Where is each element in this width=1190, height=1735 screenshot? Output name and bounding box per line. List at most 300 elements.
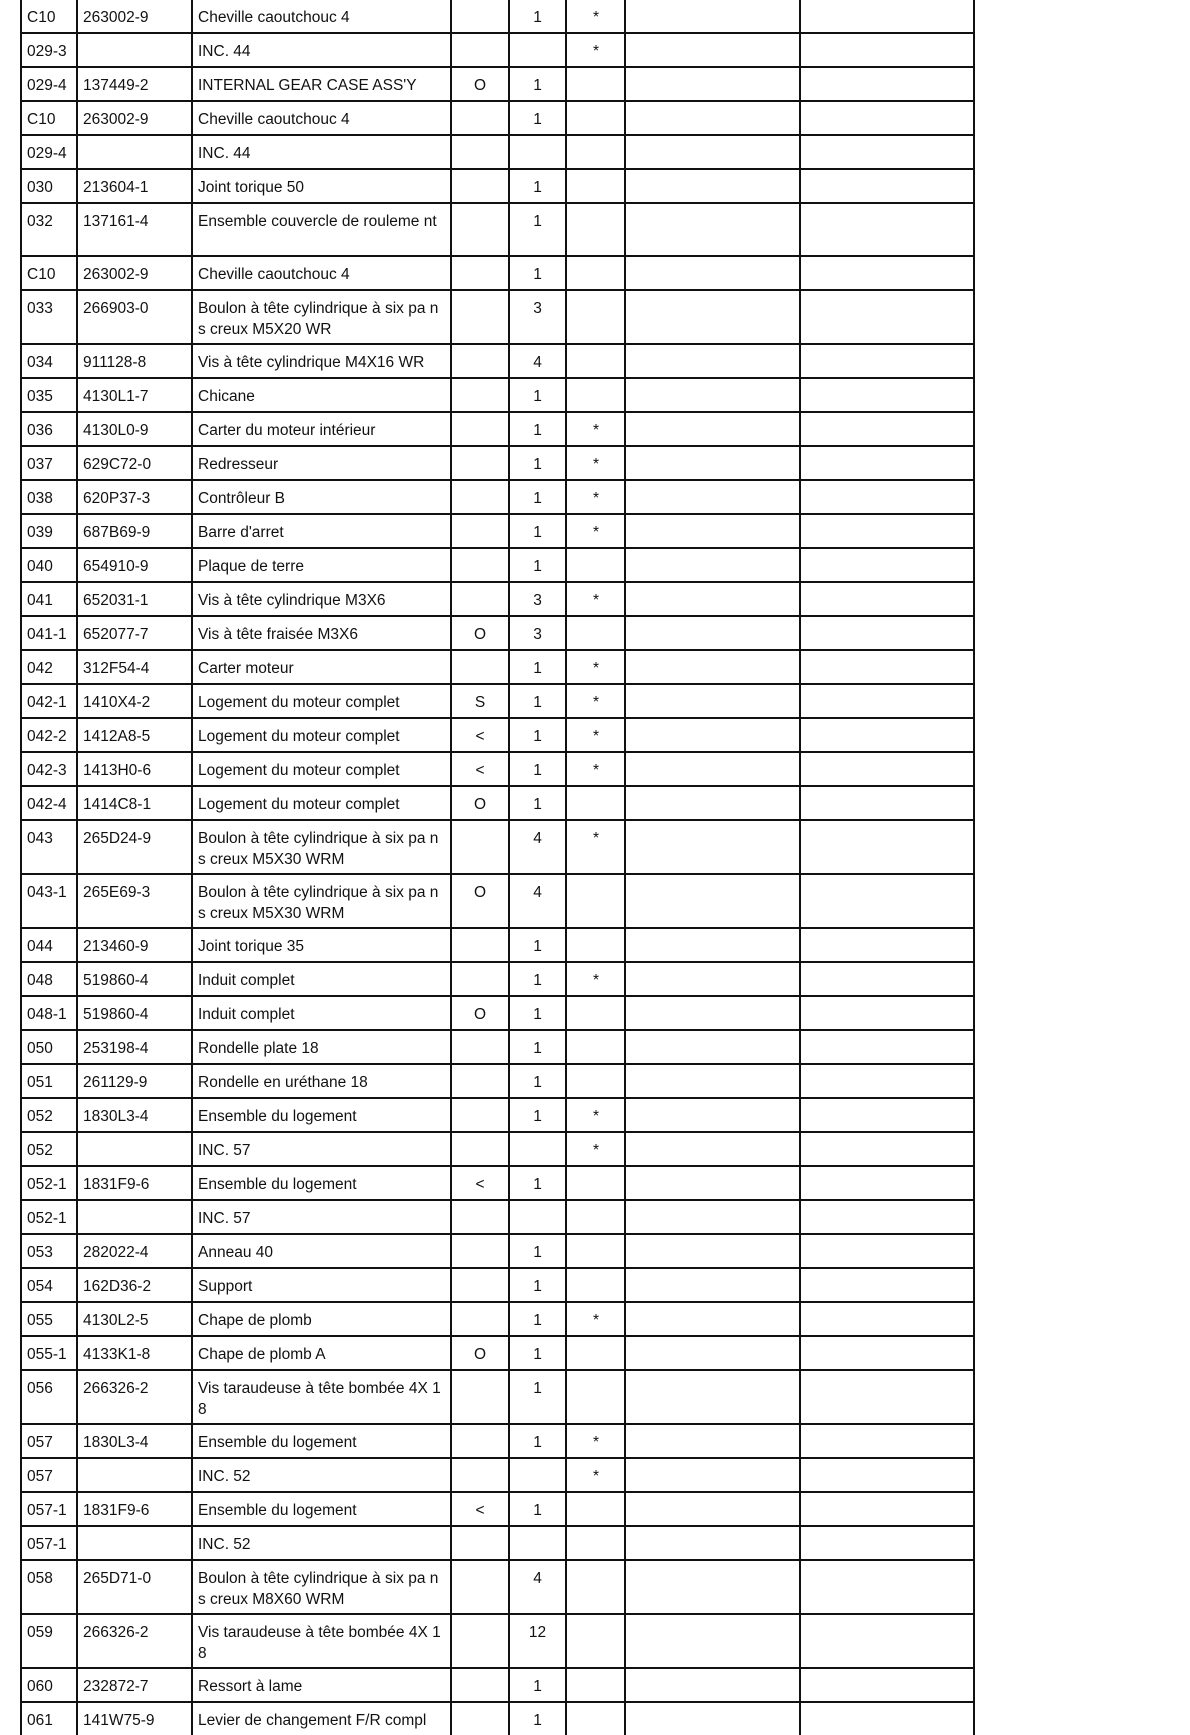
table-row [21,820,974,874]
cell-description: Vis à tête cylindrique M3X6 [192,582,451,616]
table-row [21,928,974,962]
cell-blank-1 [625,412,800,446]
cell-note: * [566,514,625,548]
cell-quantity: 12 [509,1614,566,1668]
cell-part-number: 1412A8-5 [77,718,192,752]
cell-code [451,480,509,514]
cell-code: O [451,874,509,928]
table-row [21,446,974,480]
cell-description: Chicane [192,378,451,412]
cell-blank-1 [625,786,800,820]
cell-part-number: 519860-4 [77,962,192,996]
cell-quantity: 3 [509,290,566,344]
cell-note [566,874,625,928]
table-row [21,786,974,820]
cell-item-number: 039 [21,514,77,548]
cell-blank-1 [625,1702,800,1735]
cell-quantity [509,1132,566,1166]
cell-note: * [566,480,625,514]
cell-part-number: 263002-9 [77,256,192,290]
cell-blank-2 [800,1424,974,1458]
cell-code [451,169,509,203]
cell-item-number: 030 [21,169,77,203]
cell-code [451,256,509,290]
cell-blank-2 [800,0,974,33]
cell-item-number: 029-4 [21,135,77,169]
cell-quantity: 1 [509,412,566,446]
cell-blank-1 [625,378,800,412]
cell-part-number: 162D36-2 [77,1268,192,1302]
table-row [21,344,974,378]
cell-part-number: 141W75-9 [77,1702,192,1735]
cell-note: * [566,446,625,480]
table-row [21,1336,974,1370]
cell-part-number: 263002-9 [77,101,192,135]
cell-item-number: 058 [21,1560,77,1614]
cell-blank-2 [800,718,974,752]
cell-blank-1 [625,1030,800,1064]
cell-part-number: 261129-9 [77,1064,192,1098]
cell-part-number: 213604-1 [77,169,192,203]
cell-blank-2 [800,290,974,344]
cell-code [451,135,509,169]
cell-blank-2 [800,378,974,412]
cell-blank-2 [800,514,974,548]
cell-item-number: 055 [21,1302,77,1336]
cell-code [451,928,509,962]
cell-blank-2 [800,1702,974,1735]
cell-blank-1 [625,684,800,718]
table-row [21,616,974,650]
cell-item-number: 038 [21,480,77,514]
cell-item-number: 043 [21,820,77,874]
cell-description: Vis à tête fraisée M3X6 [192,616,451,650]
parts-table [20,0,975,1735]
table-row [21,1560,974,1614]
cell-note [566,256,625,290]
cell-item-number: 041 [21,582,77,616]
cell-part-number: 265D71-0 [77,1560,192,1614]
cell-quantity: 1 [509,169,566,203]
cell-description: Logement du moteur complet [192,786,451,820]
cell-note: * [566,412,625,446]
table-row [21,684,974,718]
cell-blank-1 [625,1370,800,1424]
cell-code [451,1614,509,1668]
cell-blank-2 [800,1064,974,1098]
cell-part-number: 266903-0 [77,290,192,344]
cell-blank-1 [625,514,800,548]
cell-description: Carter moteur [192,650,451,684]
cell-note: * [566,33,625,67]
cell-description: INC. 52 [192,1458,451,1492]
table-row [21,1492,974,1526]
cell-part-number: 253198-4 [77,1030,192,1064]
table-row [21,101,974,135]
cell-description: Ensemble du logement [192,1424,451,1458]
cell-note: * [566,650,625,684]
cell-part-number: 1830L3-4 [77,1424,192,1458]
cell-part-number: 266326-2 [77,1614,192,1668]
cell-note: * [566,0,625,33]
cell-blank-1 [625,718,800,752]
cell-quantity: 4 [509,344,566,378]
cell-quantity: 1 [509,962,566,996]
cell-quantity: 1 [509,1234,566,1268]
cell-description: Induit complet [192,962,451,996]
cell-note [566,344,625,378]
cell-item-number: 052 [21,1098,77,1132]
cell-blank-2 [800,169,974,203]
cell-item-number: 032 [21,203,77,256]
cell-quantity [509,1458,566,1492]
cell-quantity: 1 [509,1064,566,1098]
table-row [21,290,974,344]
cell-code [451,378,509,412]
cell-note [566,378,625,412]
cell-part-number: 1410X4-2 [77,684,192,718]
cell-note [566,1336,625,1370]
cell-blank-1 [625,582,800,616]
cell-blank-2 [800,786,974,820]
cell-part-number: 1830L3-4 [77,1098,192,1132]
cell-blank-2 [800,412,974,446]
cell-blank-1 [625,928,800,962]
cell-note [566,996,625,1030]
cell-blank-1 [625,203,800,256]
cell-part-number: 232872-7 [77,1668,192,1702]
cell-blank-1 [625,1526,800,1560]
table-row [21,1614,974,1668]
cell-code: O [451,996,509,1030]
cell-item-number: 048-1 [21,996,77,1030]
cell-code: O [451,67,509,101]
cell-code [451,101,509,135]
cell-code [451,650,509,684]
cell-item-number: 042-2 [21,718,77,752]
cell-quantity: 1 [509,1668,566,1702]
cell-code [451,962,509,996]
cell-quantity: 1 [509,67,566,101]
cell-quantity: 1 [509,256,566,290]
cell-item-number: 050 [21,1030,77,1064]
cell-blank-2 [800,33,974,67]
cell-item-number: C10 [21,256,77,290]
cell-code [451,1200,509,1234]
cell-description: Chape de plomb [192,1302,451,1336]
cell-description: Ensemble couvercle de rouleme nt [192,203,451,256]
cell-note [566,1268,625,1302]
cell-quantity: 1 [509,1166,566,1200]
cell-part-number: 263002-9 [77,0,192,33]
cell-code [451,33,509,67]
cell-blank-2 [800,962,974,996]
cell-item-number: 055-1 [21,1336,77,1370]
cell-note [566,1614,625,1668]
cell-blank-2 [800,1526,974,1560]
cell-item-number: 034 [21,344,77,378]
cell-part-number: 1831F9-6 [77,1492,192,1526]
cell-quantity: 1 [509,1492,566,1526]
cell-blank-2 [800,446,974,480]
cell-blank-2 [800,1268,974,1302]
cell-quantity: 1 [509,1336,566,1370]
cell-item-number: 042-3 [21,752,77,786]
cell-item-number: 051 [21,1064,77,1098]
cell-part-number: 282022-4 [77,1234,192,1268]
cell-blank-2 [800,996,974,1030]
cell-code: < [451,1166,509,1200]
cell-blank-1 [625,256,800,290]
cell-blank-2 [800,1132,974,1166]
cell-blank-2 [800,1668,974,1702]
cell-part-number: 629C72-0 [77,446,192,480]
cell-part-number [77,1458,192,1492]
cell-note: * [566,752,625,786]
cell-item-number: 059 [21,1614,77,1668]
cell-note [566,1526,625,1560]
cell-code: O [451,1336,509,1370]
cell-blank-1 [625,1458,800,1492]
cell-quantity: 4 [509,874,566,928]
cell-code [451,1560,509,1614]
cell-part-number: 4133K1-8 [77,1336,192,1370]
table-row [21,582,974,616]
table-row [21,1064,974,1098]
cell-quantity: 1 [509,203,566,256]
cell-note [566,1668,625,1702]
cell-note [566,290,625,344]
cell-part-number: 4130L2-5 [77,1302,192,1336]
cell-part-number: 1413H0-6 [77,752,192,786]
cell-description: INTERNAL GEAR CASE ASS'Y [192,67,451,101]
cell-description: Boulon à tête cylindrique à six pa ns creux M5X30 WRM [192,874,451,928]
cell-item-number: 060 [21,1668,77,1702]
cell-part-number: 213460-9 [77,928,192,962]
table-row [21,1234,974,1268]
cell-code [451,1526,509,1560]
cell-description: Cheville caoutchouc 4 [192,256,451,290]
cell-quantity: 1 [509,786,566,820]
cell-blank-1 [625,101,800,135]
cell-code [451,203,509,256]
cell-description: Joint torique 50 [192,169,451,203]
cell-note [566,1560,625,1614]
cell-quantity: 1 [509,684,566,718]
cell-blank-1 [625,135,800,169]
cell-description: Logement du moteur complet [192,752,451,786]
cell-quantity: 1 [509,480,566,514]
table-row [21,1200,974,1234]
cell-blank-1 [625,874,800,928]
cell-item-number: 053 [21,1234,77,1268]
cell-item-number: 052 [21,1132,77,1166]
cell-description: Boulon à tête cylindrique à six pa ns creux M5X20 WR [192,290,451,344]
cell-code [451,290,509,344]
cell-item-number: 052-1 [21,1200,77,1234]
table-row [21,1668,974,1702]
cell-code [451,820,509,874]
cell-description: Barre d'arret [192,514,451,548]
cell-blank-2 [800,684,974,718]
table-row [21,1424,974,1458]
cell-blank-2 [800,256,974,290]
cell-blank-1 [625,1200,800,1234]
table-row [21,874,974,928]
cell-part-number: 519860-4 [77,996,192,1030]
cell-blank-2 [800,1560,974,1614]
table-row [21,718,974,752]
cell-blank-1 [625,1560,800,1614]
cell-blank-1 [625,1668,800,1702]
cell-blank-1 [625,67,800,101]
cell-blank-1 [625,0,800,33]
cell-blank-1 [625,616,800,650]
table-row [21,962,974,996]
cell-item-number: 036 [21,412,77,446]
cell-description: INC. 57 [192,1200,451,1234]
cell-blank-2 [800,1302,974,1336]
cell-note: * [566,820,625,874]
cell-item-number: 043-1 [21,874,77,928]
cell-blank-1 [625,1166,800,1200]
cell-blank-1 [625,548,800,582]
cell-note [566,1064,625,1098]
cell-note [566,928,625,962]
cell-description: Levier de changement F/R compl [192,1702,451,1735]
cell-quantity: 1 [509,650,566,684]
cell-code [451,0,509,33]
cell-code [451,1370,509,1424]
cell-item-number: 035 [21,378,77,412]
table-row [21,514,974,548]
cell-note [566,1370,625,1424]
cell-blank-2 [800,1166,974,1200]
table-row [21,1132,974,1166]
cell-code: < [451,718,509,752]
cell-description: Chape de plomb A [192,1336,451,1370]
cell-part-number [77,1132,192,1166]
cell-code [451,514,509,548]
cell-blank-1 [625,996,800,1030]
cell-quantity: 1 [509,378,566,412]
cell-quantity [509,1200,566,1234]
cell-item-number: 057 [21,1458,77,1492]
cell-blank-2 [800,548,974,582]
cell-note: * [566,718,625,752]
cell-description: Redresseur [192,446,451,480]
cell-note [566,1030,625,1064]
cell-code [451,1668,509,1702]
cell-note: * [566,1098,625,1132]
cell-code: < [451,1492,509,1526]
cell-quantity: 1 [509,1370,566,1424]
cell-blank-2 [800,67,974,101]
cell-description: Contrôleur B [192,480,451,514]
cell-note [566,548,625,582]
cell-blank-2 [800,1336,974,1370]
parts-list-page [20,0,975,1735]
cell-item-number: C10 [21,0,77,33]
cell-part-number: 137449-2 [77,67,192,101]
cell-quantity: 1 [509,1302,566,1336]
table-row [21,135,974,169]
cell-quantity: 1 [509,928,566,962]
cell-blank-2 [800,1200,974,1234]
cell-blank-2 [800,1370,974,1424]
cell-description: Ensemble du logement [192,1492,451,1526]
cell-part-number: 137161-4 [77,203,192,256]
cell-quantity [509,33,566,67]
cell-code [451,1702,509,1735]
cell-blank-1 [625,962,800,996]
cell-blank-2 [800,101,974,135]
cell-part-number [77,33,192,67]
cell-blank-2 [800,1614,974,1668]
cell-part-number: 652077-7 [77,616,192,650]
cell-item-number: 037 [21,446,77,480]
table-row [21,378,974,412]
cell-note: * [566,1302,625,1336]
cell-description: INC. 57 [192,1132,451,1166]
cell-quantity: 1 [509,1030,566,1064]
cell-blank-1 [625,1336,800,1370]
cell-description: Ensemble du logement [192,1166,451,1200]
cell-item-number: 061 [21,1702,77,1735]
cell-part-number: 911128-8 [77,344,192,378]
cell-blank-1 [625,33,800,67]
table-row [21,1458,974,1492]
cell-part-number: 1414C8-1 [77,786,192,820]
table-row [21,1268,974,1302]
cell-description: Joint torique 35 [192,928,451,962]
cell-item-number: 052-1 [21,1166,77,1200]
cell-note [566,1702,625,1735]
table-row [21,256,974,290]
cell-description: Induit complet [192,996,451,1030]
cell-note [566,786,625,820]
cell-item-number: 040 [21,548,77,582]
cell-item-number: 044 [21,928,77,962]
cell-blank-1 [625,1098,800,1132]
cell-blank-1 [625,1302,800,1336]
cell-blank-1 [625,1492,800,1526]
cell-quantity: 1 [509,1098,566,1132]
table-row [21,203,974,256]
cell-note [566,67,625,101]
cell-quantity: 1 [509,101,566,135]
cell-blank-1 [625,820,800,874]
table-row [21,480,974,514]
cell-note: * [566,1132,625,1166]
cell-item-number: 042-1 [21,684,77,718]
cell-blank-1 [625,1268,800,1302]
cell-description: Rondelle en uréthane 18 [192,1064,451,1098]
cell-part-number: 312F54-4 [77,650,192,684]
table-row [21,1098,974,1132]
cell-code [451,344,509,378]
cell-blank-2 [800,616,974,650]
cell-note [566,1200,625,1234]
cell-description: Vis à tête cylindrique M4X16 WR [192,344,451,378]
cell-blank-1 [625,1234,800,1268]
cell-description: Vis taraudeuse à tête bombée 4X 18 [192,1614,451,1668]
cell-part-number: 4130L1-7 [77,378,192,412]
table-row [21,1302,974,1336]
cell-code [451,1458,509,1492]
cell-item-number: 029-4 [21,67,77,101]
cell-item-number: 057-1 [21,1492,77,1526]
